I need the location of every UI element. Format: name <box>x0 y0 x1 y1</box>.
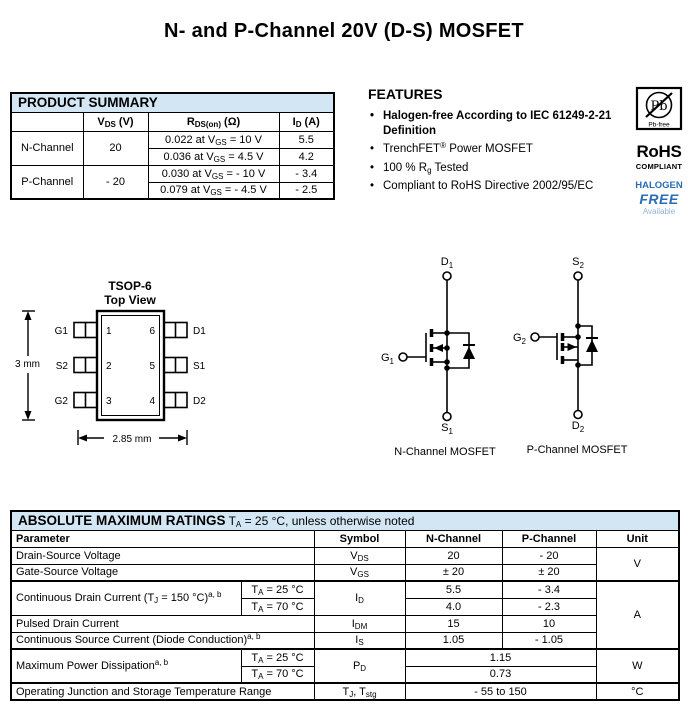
unit-cell: W <box>596 649 679 683</box>
product-summary-table <box>10 92 335 200</box>
table-row <box>11 615 679 632</box>
param-cell: Continuous Drain Current ($T_J = 150$ °C)$^{a, b}$ <box>11 581 241 615</box>
n-drain-label: $D_1$ <box>440 256 454 270</box>
svg-text:Pb-free: Pb-free <box>648 121 670 129</box>
p-body-diode <box>586 340 598 353</box>
halogen-free-label: FREE <box>639 191 679 207</box>
n-source-label: $S_1$ <box>441 422 453 436</box>
rohs-label: RoHS <box>636 142 682 161</box>
pin-number: 4 <box>149 396 155 407</box>
rdson-cell: 0.036 at $V_{GS} = 4.5$ V <box>148 148 279 165</box>
blank-header-cell <box>11 112 83 131</box>
pin-number: 1 <box>106 326 112 337</box>
table-row <box>11 131 334 148</box>
feature-text: TrenchFET® Power MOSFET <box>383 141 533 156</box>
table-row <box>11 581 679 598</box>
table-row <box>11 683 679 700</box>
param-cell: Maximum Power Dissipation$^{a, b}$ <box>11 649 241 683</box>
available-label: Available <box>642 207 676 216</box>
features-section <box>368 86 636 197</box>
abs-max-subtitle: $T_A = 25$ °C, unless otherwise noted <box>228 514 415 530</box>
table-header-row <box>11 112 334 131</box>
product-summary-title: PRODUCT SUMMARY <box>11 93 334 112</box>
id-header-cell: $I_D$ (A) <box>279 112 334 131</box>
n-body-diode <box>463 347 475 360</box>
p-body-arrow <box>568 343 577 351</box>
pin-label: D1 <box>193 326 206 337</box>
bullet-icon: • <box>370 110 375 122</box>
height-dim-label: 3 mm <box>15 359 40 370</box>
id-cell: - 2.5 <box>279 182 334 199</box>
n-value-cell: 1.05 <box>405 632 502 649</box>
bullet-icon: • <box>370 161 375 174</box>
package-pins-left <box>74 323 97 408</box>
table-title-row <box>11 93 334 112</box>
value-cell: - 55 to 150 <box>405 683 596 700</box>
symbol-cell: $V_{GS}$ <box>314 564 405 581</box>
rdson-cell: 0.079 at $V_{GS}$ = - 4.5 V <box>148 182 279 199</box>
table-row <box>11 632 679 649</box>
compliance-badges <box>630 86 688 216</box>
unit-header: Unit <box>596 530 679 547</box>
pin-number: 2 <box>106 361 112 372</box>
table-row <box>11 649 679 666</box>
absolute-maximum-ratings-table <box>10 510 680 701</box>
p-value-cell: - 3.4 <box>502 581 596 598</box>
pin-label: S2 <box>55 361 68 372</box>
symbol-cell: $I_S$ <box>314 632 405 649</box>
pin-label: S1 <box>193 361 206 372</box>
p-value-cell: - 20 <box>502 547 596 564</box>
package-drawing <box>12 266 252 460</box>
symbol-cell: $I_{DM}$ <box>314 615 405 632</box>
vds-cell: - 20 <box>83 165 148 199</box>
width-dim-label: 2.85 mm <box>112 434 152 445</box>
halogen-label: HALOGEN <box>635 180 683 191</box>
condition-cell: $T_A = 25$ °C <box>241 581 314 598</box>
table-row <box>11 165 334 182</box>
symbol-header: Symbol <box>314 530 405 547</box>
table-row <box>11 547 679 564</box>
feature-item <box>368 109 636 139</box>
n-value-cell: 15 <box>405 615 502 632</box>
table-header-row <box>11 530 679 547</box>
param-cell: Pulsed Drain Current <box>11 615 314 632</box>
condition-cell: $T_A = 70$ °C <box>241 598 314 615</box>
n-value-cell: 5.5 <box>405 581 502 598</box>
features-heading: FEATURES <box>368 86 443 102</box>
feature-text: 100 % $R_g$ Tested <box>383 161 469 175</box>
value-cell: 0.73 <box>405 666 596 683</box>
rdson-cell: 0.022 at $V_{GS} = 10$ V <box>148 131 279 148</box>
unit-cell: V <box>596 547 679 581</box>
n-channel-symbol <box>399 272 475 421</box>
abs-max-title: ABSOLUTE MAXIMUM RATINGS <box>18 513 226 529</box>
n-body-arrow <box>434 344 443 352</box>
param-cell: Operating Junction and Storage Temperature Range <box>11 683 314 700</box>
p-channel-caption: P-Channel MOSFET <box>526 444 628 456</box>
feature-text: Compliant to RoHS Directive 2002/95/EC <box>383 179 594 192</box>
package-pins-right <box>164 323 187 408</box>
feature-item <box>368 142 636 157</box>
id-cell: 5.5 <box>279 131 334 148</box>
pin-label: G1 <box>54 326 68 337</box>
id-cell: 4.2 <box>279 148 334 165</box>
svg-text:Pb: Pb <box>650 99 668 114</box>
bullet-icon: • <box>370 179 375 192</box>
param-cell: Drain-Source Voltage <box>11 547 314 564</box>
id-cell: - 3.4 <box>279 165 334 182</box>
rohs-compliant-label: COMPLIANT <box>635 162 683 171</box>
pin-number: 6 <box>149 326 155 337</box>
symbol-cell: $P_D$ <box>314 649 405 683</box>
page-title: N- and P-Channel 20V (D-S) MOSFET <box>164 20 524 42</box>
param-cell: Continuous Source Current (Diode Conduction)$^{a, b}$ <box>11 632 314 649</box>
channel-cell: P-Channel <box>11 165 83 199</box>
feature-item <box>368 179 636 194</box>
abs-max-title-cell <box>11 511 679 530</box>
mosfet-schematics <box>380 252 680 470</box>
condition-cell: $T_A = 25$ °C <box>241 649 314 666</box>
n-value-cell: ± 20 <box>405 564 502 581</box>
p-gate-label: $G_2$ <box>512 332 526 346</box>
symbol-cell: $T_J$, $T_{stg}$ <box>314 683 405 700</box>
rdson-cell: 0.030 at $V_{GS}$ = - 10 V <box>148 165 279 182</box>
n-channel-header: N-Channel <box>405 530 502 547</box>
p-value-cell: ± 20 <box>502 564 596 581</box>
package-subtitle: Top View <box>104 293 156 307</box>
p-drain-label: $D_2$ <box>571 420 585 434</box>
unit-cell: A <box>596 581 679 649</box>
pin-number: 3 <box>106 396 112 407</box>
feature-item <box>368 161 636 176</box>
feature-text: Halogen-free According to IEC 61249-2-21 Definition <box>383 110 612 138</box>
n-value-cell: 20 <box>405 547 502 564</box>
vds-cell: 20 <box>83 131 148 165</box>
p-value-cell: 10 <box>502 615 596 632</box>
table-row <box>11 564 679 581</box>
condition-cell: $T_A = 70$ °C <box>241 666 314 683</box>
pb-free-icon <box>634 86 684 132</box>
unit-cell: °C <box>596 683 679 700</box>
p-value-cell: - 1.05 <box>502 632 596 649</box>
package-title: TSOP-6 <box>108 279 152 293</box>
value-cell: 1.15 <box>405 649 596 666</box>
n-gate-label: $G_1$ <box>380 352 394 366</box>
parameter-header: Parameter <box>11 530 314 547</box>
symbol-cell: $V_{DS}$ <box>314 547 405 564</box>
p-channel-header: P-Channel <box>502 530 596 547</box>
channel-cell: N-Channel <box>11 131 83 165</box>
pin-label: G2 <box>54 396 68 407</box>
pin-number: 5 <box>149 361 155 372</box>
symbol-cell: $I_D$ <box>314 581 405 615</box>
pin-label: D2 <box>193 396 206 407</box>
p-source-label: $S_2$ <box>572 256 584 270</box>
bullet-icon: • <box>370 143 375 156</box>
param-cell: Gate-Source Voltage <box>11 564 314 581</box>
rdson-header-cell: $R_{DS(on)}$ (Ω) <box>148 112 279 131</box>
n-channel-caption: N-Channel MOSFET <box>394 446 496 458</box>
p-value-cell: - 2.3 <box>502 598 596 615</box>
vds-header-cell: $V_{DS}$ (V) <box>83 112 148 131</box>
p-channel-symbol <box>531 272 598 419</box>
table-title-row <box>11 511 679 530</box>
n-value-cell: 4.0 <box>405 598 502 615</box>
